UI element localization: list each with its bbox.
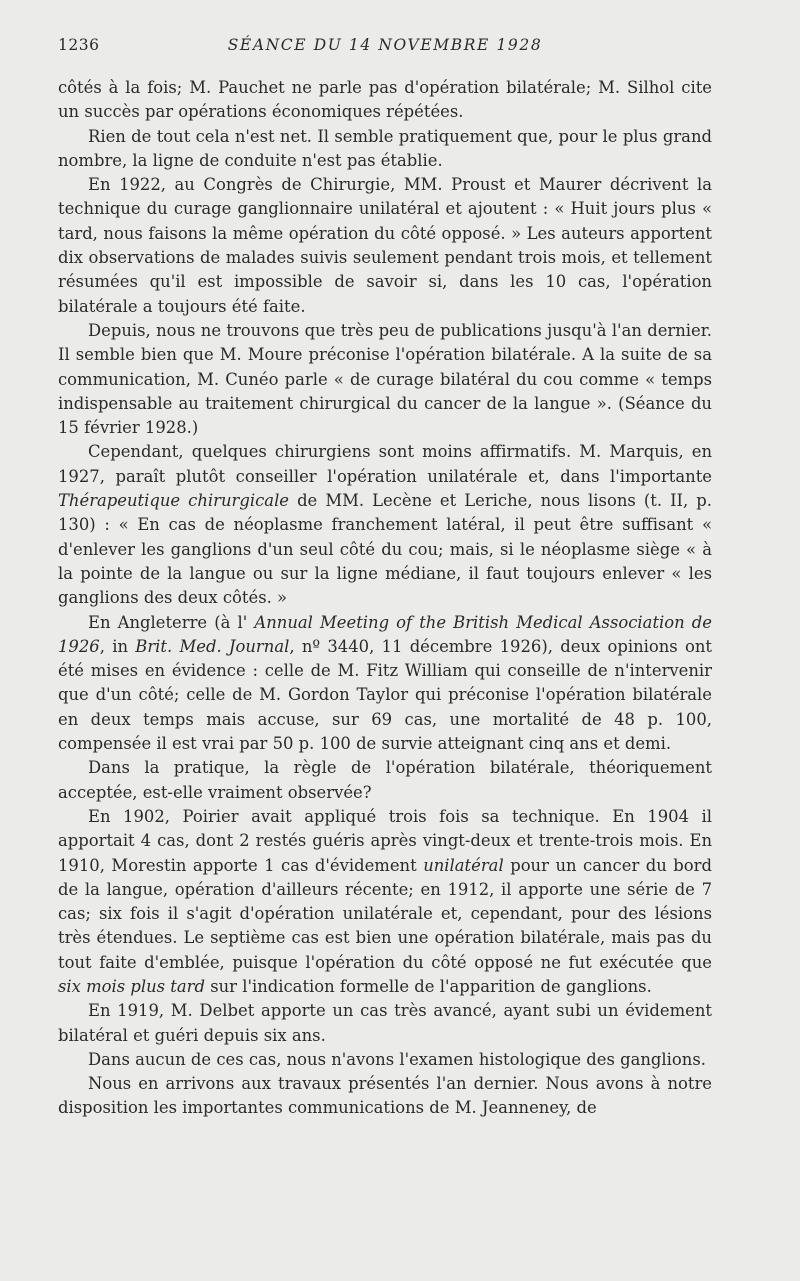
text-segment: Dans la pratique, la règle de l'opération bilatérale, théoriquement acceptée, est-elle vraiment observée? <box>58 758 712 802</box>
page-number: 1236 <box>58 36 100 54</box>
italic-text: Brit. Med. Journal <box>135 636 290 656</box>
paragraph <box>58 319 712 440</box>
paragraph <box>58 173 712 319</box>
text-segment: En 1922, au Congrès de Chirurgie, MM. Proust et Maurer décrivent la technique du curage ganglionnaire unilatéral et ajoutent : « Huit jours plus « tard, nous faisons la même opération du côté opposé. » Les auteurs apportent dix observations de malades suivis seulement pendant trois mois, et tellement résumées qu'il est impossible de savoir si, dans les 10 cas, l'opération bilatérale a toujours été faite. <box>58 175 712 316</box>
paragraph <box>58 440 712 610</box>
paragraph <box>58 1072 712 1121</box>
paragraph <box>58 76 712 125</box>
italic-text: six mois plus tard <box>58 976 205 996</box>
text-segment: En Angleterre (à l' <box>88 612 255 632</box>
paragraph <box>58 756 712 805</box>
text-segment: de MM. Lecène et Leriche, nous lisons (t. II, p. 130) : « En cas de néoplasme franchement latéral, il peut être suffisant « d'enlever les ganglions d'un seul côté du cou; mais, si le néoplasme siège « à la pointe de la langue ou sur la ligne médiane, il faut toujours enlever « les ganglions des deux côtés. » <box>58 491 712 608</box>
body-text <box>58 76 712 1121</box>
paragraph <box>58 999 712 1048</box>
text-segment: En 1902, Poirier avait appliqué trois fois sa technique. En 1904 il apportait 4 cas, dont 2 restés guéris après vingt-deux et trente-trois mois. En 1910, Morestin apporte 1 cas d'évidement <box>58 806 712 875</box>
paragraph <box>58 611 712 757</box>
text-segment: côtés à la fois; M. Pauchet ne parle pas d'opération bilatérale; M. Silhol cite un succès par opérations économiques répétées. <box>58 78 712 122</box>
text-segment: Rien de tout cela n'est net. Il semble pratiquement que, pour le plus grand nombre, la ligne de conduite n'est pas établie. <box>58 126 712 170</box>
paragraph <box>58 125 712 174</box>
paragraph <box>58 1048 712 1072</box>
italic-text: Thérapeutique chirurgicale <box>58 491 290 511</box>
text-segment: , nº 3440, 11 décembre 1926), deux opinions ont été mises en évidence : celle de M. Fitz William qui conseille de n'intervenir que d'un côté; celle de M. Gordon Taylor qui préconise l'opération bilatérale en deux temps mais accuse, sur 69 cas, une mortalité de 48 p. 100, compensée il est vrai par 50 p. 100 de survie atteignant cinq ans et demi. <box>58 636 712 754</box>
running-title: SÉANCE DU 14 NOVEMBRE 1928 <box>227 36 543 54</box>
text-segment: Cependant, quelques chirurgiens sont moins affirmatifs. M. Marquis, en 1927, paraît plutôt conseiller l'opération unilatérale et, dans l'importante <box>58 442 712 486</box>
page-header <box>58 36 712 58</box>
text-segment: , in <box>99 636 136 656</box>
italic-text: unilatéral <box>423 855 504 875</box>
text-segment: En 1919, M. Delbet apporte un cas très avancé, ayant subi un évidement bilatéral et guéri depuis six ans. <box>58 1001 712 1045</box>
text-segment: sur l'indication formelle de l'apparition de ganglions. <box>204 976 652 996</box>
text-segment: Dans aucun de ces cas, nous n'avons l'examen histologique des ganglions. <box>88 1049 706 1069</box>
paragraph <box>58 805 712 999</box>
text-segment: Depuis, nous ne trouvons que très peu de publications jusqu'à l'an dernier. Il semble bien que M. Moure préconise l'opération bilatérale. A la suite de sa communication, M. Cunéo parle « de curage bilatéral du cou comme « temps indispensable au traitement chirurgical du cancer de la langue ». (Séance du 15 février 1928.) <box>58 320 712 438</box>
text-segment: pour un cancer du bord de la langue, opération d'ailleurs récente; en 1912, il apporte une série de 7 cas; six fois il s'agit d'opération unilatérale et, cependant, pour des lésions très étendues. Le septième cas est bien une opération bilatérale, mais pas du tout faite d'emblée, puisque l'opération du côté opposé ne fut exécutée que <box>58 855 712 972</box>
text-segment: Nous en arrivons aux travaux présentés l'an dernier. Nous avons à notre disposition les importantes communications de M. Jeanneney, de <box>58 1074 712 1118</box>
italic-text: Annual Meeting of the British Medical Association de 1926 <box>58 612 713 656</box>
